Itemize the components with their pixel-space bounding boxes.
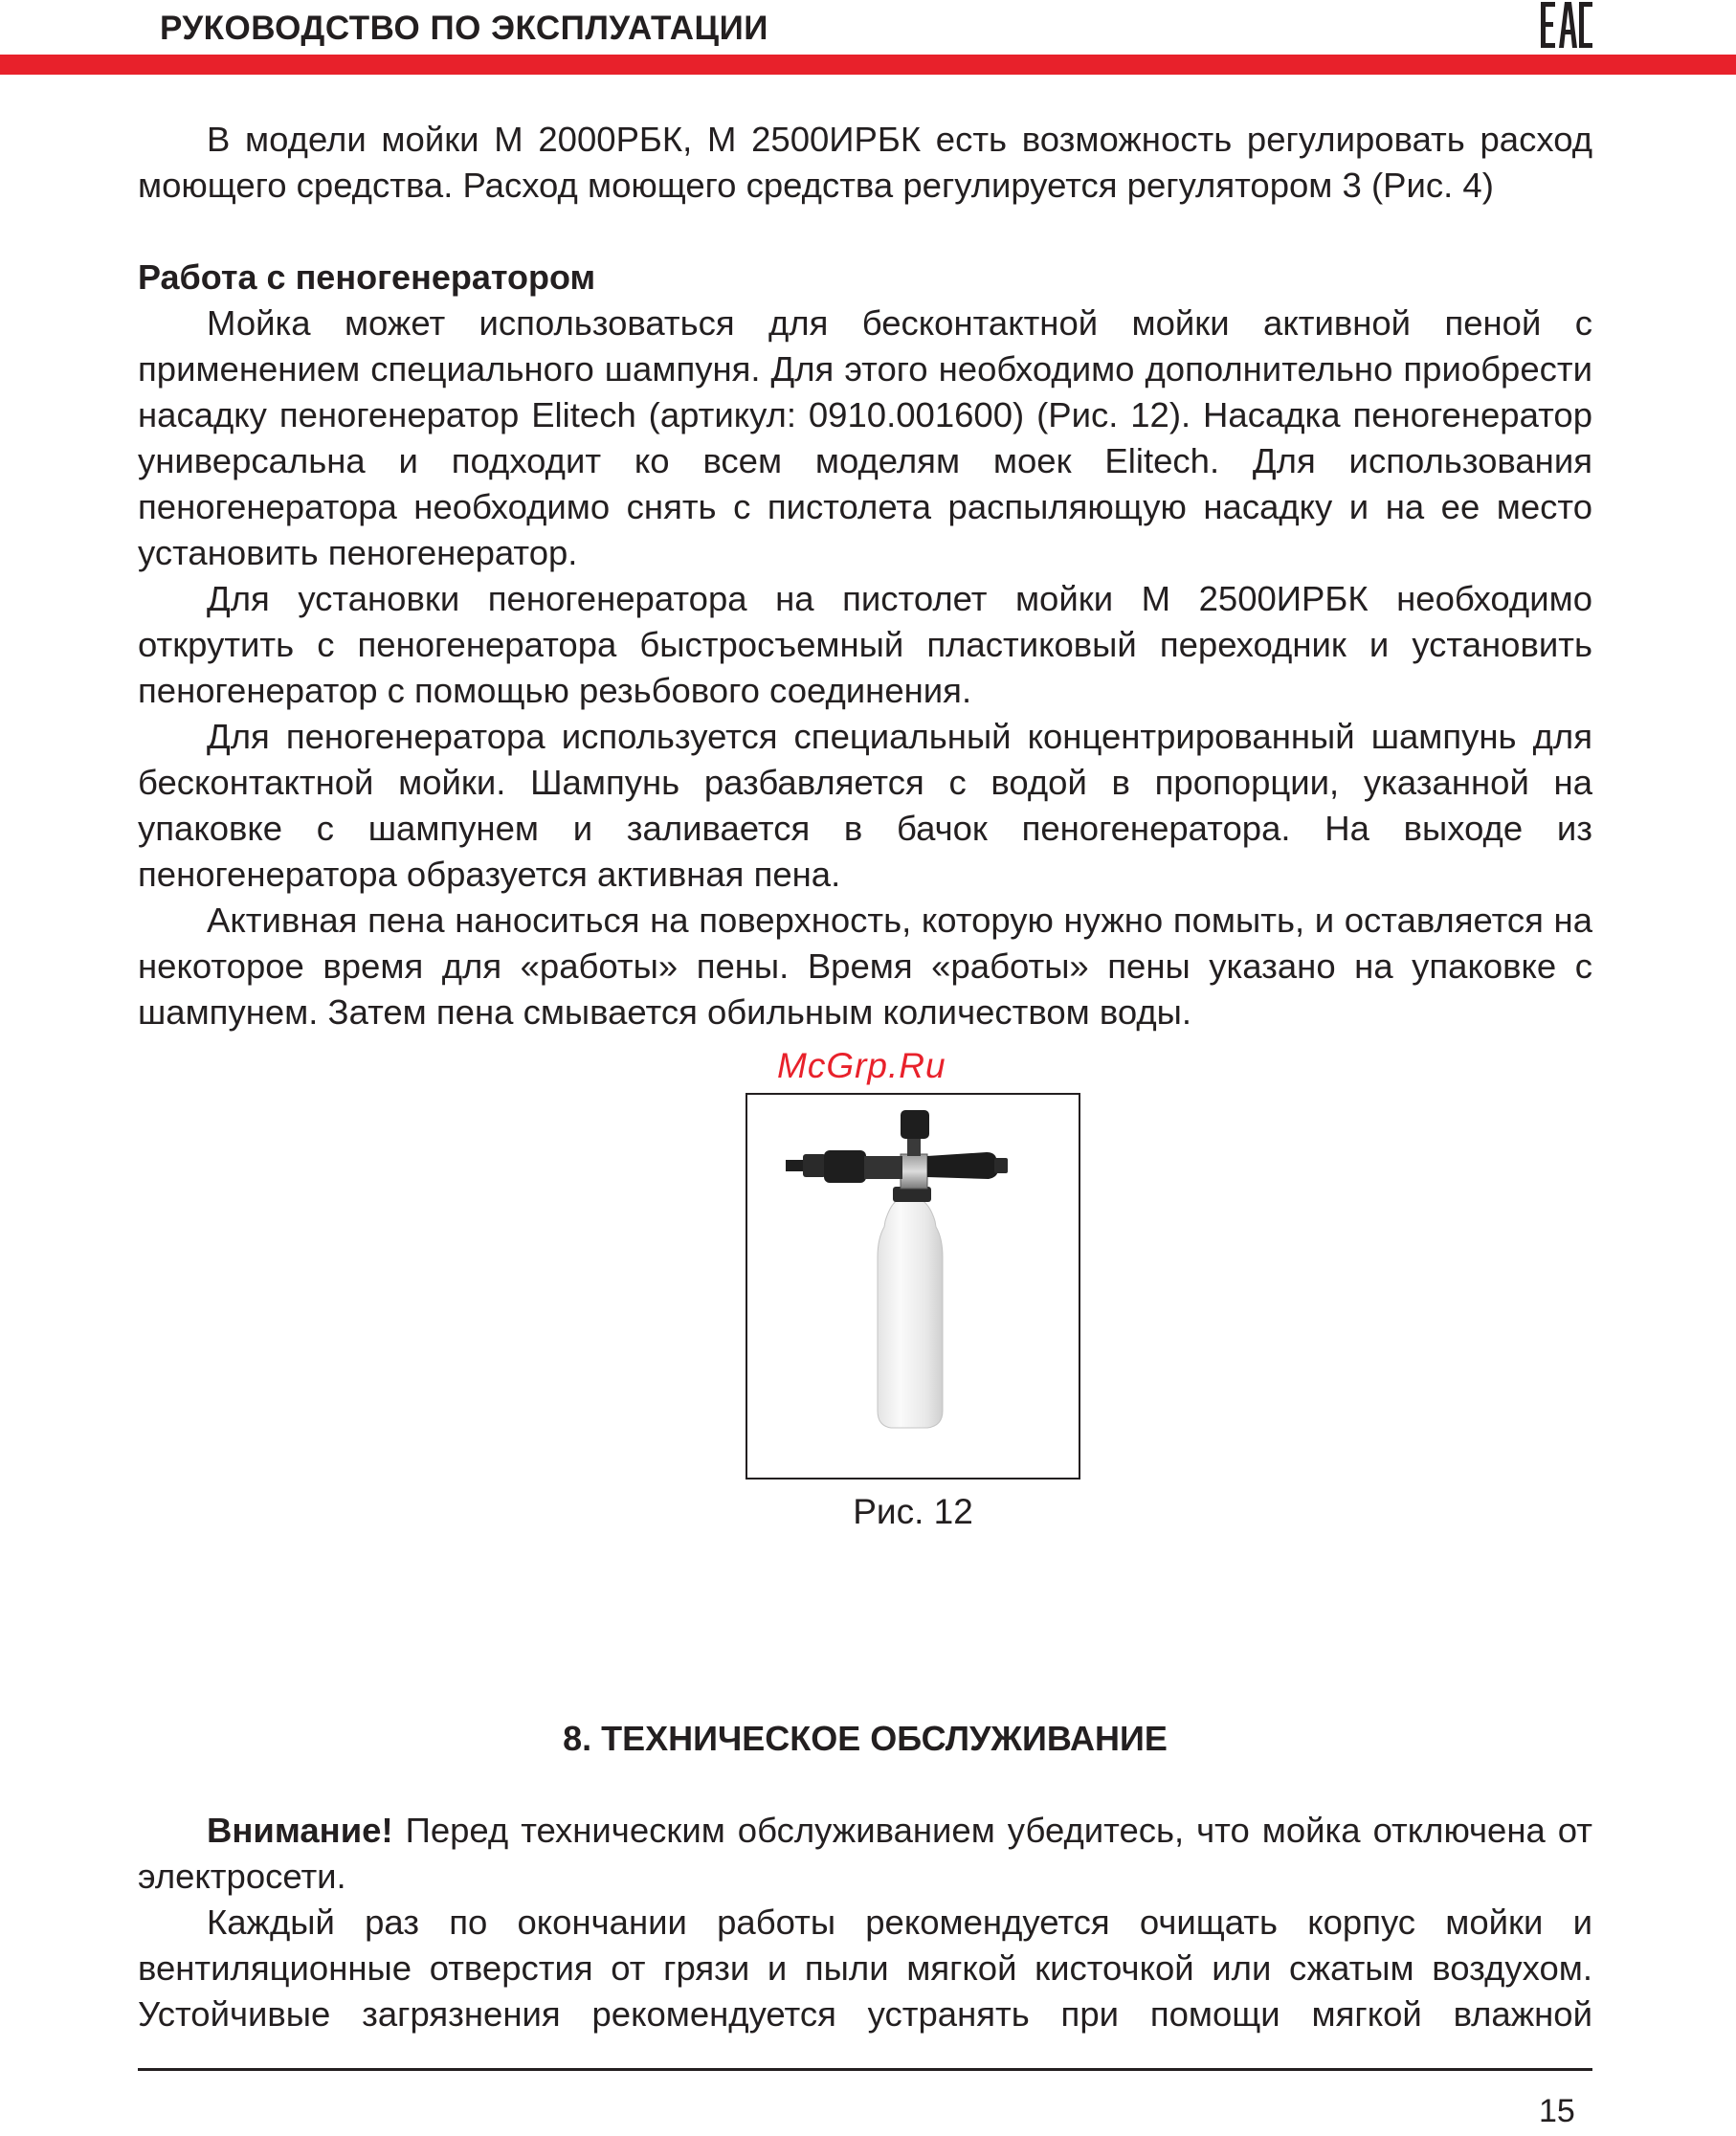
footer-divider xyxy=(138,2068,1592,2071)
page-number: 15 xyxy=(1539,2093,1575,2129)
warning-text: Перед техническим обслуживанием убедитесь, что мойка отключена от электросети. xyxy=(138,1811,1592,1896)
section-title-maintenance: 8. ТЕХНИЧЕСКОЕ ОБСЛУЖИВАНИЕ xyxy=(563,1719,1168,1758)
foam-generator-heading: Работа с пеногенератором xyxy=(138,257,596,297)
watermark: McGrp.Ru xyxy=(777,1046,946,1085)
figure-caption: Рис. 12 xyxy=(853,1492,973,1531)
main-text-block xyxy=(138,117,1592,1035)
warning-label: Внимание! xyxy=(207,1811,393,1850)
foam-paragraph-1: Мойка может использоваться для бесконтактной мойки активной пеной с применением специального шампуня. Для этого необходимо дополнительно приобрести насадку пеногенератор Elitech (артикул: 0910.001600) (Рис. 12). Насадка пеногенератор универсальна и подходит ко всем моделям моек Elitech. Для использования пеногенератора необходимо снять с пистолета распыляющую насадку и на ее место установить пеногенератор. xyxy=(138,303,1592,572)
foam-paragraph-4: Активная пена наноситься на поверхность, которую нужно помыть, и оставляется на некоторое время для «работы» пены. Время «работы» пены указано на упаковке с шампунем. Затем пена смывается обильным количеством воды. xyxy=(138,901,1592,1032)
figure-foam-generator xyxy=(746,1093,1080,1480)
maintenance-text-block xyxy=(138,1808,1592,2037)
foam-generator-illustration xyxy=(747,1095,1079,1478)
maintenance-cleaning-paragraph: Каждый раз по окончании работы рекомендуется очищать корпус мойки и вентиляционные отверстия от грязи и пыли мягкой кисточкой или сжатым воздухом. Устойчивые загрязнения рекомендуется устранять при помощи мягкой влажной xyxy=(138,1902,1592,2034)
maintenance-warning-paragraph xyxy=(138,1808,1592,1900)
eac-certification-logo xyxy=(1541,0,1592,50)
foam-paragraph-2: Для установки пеногенератора на пистолет мойки М 2500ИРБК необходимо открутить с пеногенератора быстросъемный пластиковый переходник и установить пеногенератор с помощью резьбового соединения. xyxy=(138,579,1592,710)
document-header-title: РУКОВОДСТВО ПО ЭКСПЛУАТАЦИИ xyxy=(160,10,768,47)
foam-paragraph-3: Для пеногенератора используется специальный концентрированный шампунь для бесконтактной мойки. Шампунь разбавляется с водой в пропорции, указанной на упаковке с шампунем и заливается в бачок пеногенератора. На выходе из пеногенератора образуется активная пена. xyxy=(138,717,1592,894)
header-accent-bar xyxy=(0,55,1736,75)
detergent-regulation-paragraph: В модели мойки М 2000РБК, М 2500ИРБК есть возможность регулировать расход моющего средства. Расход моющего средства регулируется регулятором 3 (Рис. 4) xyxy=(138,120,1592,205)
